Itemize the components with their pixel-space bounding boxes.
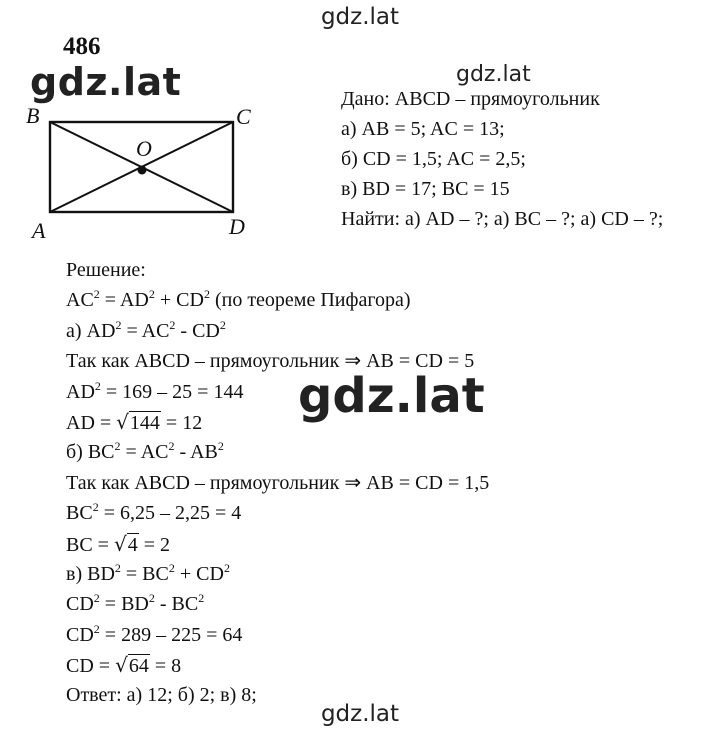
answer-line: Ответ: а) 12; б) 2; в) 8; (66, 684, 257, 707)
part-b-formula: б) $BC^2 = AC^2 - AB^2$ (66, 439, 224, 464)
part-b-calc: $BC^2 = 6,25 - 2,25 = 4$ (66, 500, 242, 525)
part-a-root: AD = √144 = 12 (66, 407, 489, 437)
sqrt-symbol: √4 (113, 531, 138, 556)
given-block (341, 84, 663, 234)
given-line: б) CD = 1,5; AC = 2,5; (341, 148, 526, 170)
watermark-bottom: gdz.lat (320, 701, 400, 727)
pythagoras-note: (по теореме Пифагора) (214, 289, 411, 312)
problem-number: 486 (63, 33, 101, 60)
watermark-small: gdz.lat (456, 62, 531, 87)
point-o (138, 166, 147, 175)
part-b-root: BC = √4 = 2 (66, 529, 489, 559)
vertex-label-c: C (236, 104, 251, 129)
watermark-big-left: gdz.lat (30, 60, 182, 104)
solution-block (66, 255, 489, 711)
part-a-formula: а) $AD^2 = AC^2 - CD^2$ (66, 317, 226, 342)
rectangle-figure (25, 100, 275, 250)
given-line: а) AB = 5; AC = 13; (341, 118, 505, 140)
part-c-root: CD = √64 = 8 (66, 650, 489, 680)
part-a-calc: $AD^2 = 169 - 25 = 144$ (66, 378, 244, 403)
watermark-big-middle: gdz.lat (298, 368, 485, 424)
sqrt-symbol: √64 (115, 653, 149, 678)
vertex-label-o: O (136, 136, 152, 161)
part-b-reason: Так как ABCD – прямоугольник ⇒ AB = CD = 1,5 (66, 471, 490, 494)
part-c-formula-2: $CD^2 = BD^2 - BC^2$ (66, 591, 205, 616)
vertex-label-d: D (229, 214, 245, 239)
vertex-label-b: B (26, 103, 40, 128)
pythagoras-formula: $AC^2 = AD^2 + CD^2$ (по теореме Пифагора) (66, 287, 411, 312)
rectangle-diagram (25, 100, 275, 245)
find-line: Найти: а) AD – ?; а) BC – ?; а) CD – ?; (341, 208, 664, 230)
given-line: в) BD = 17; BC = 15 (341, 178, 510, 200)
sqrt-symbol: √144 (116, 409, 160, 434)
vertex-label-a: A (32, 218, 46, 243)
given-line: Дано: ABCD – прямоугольник (341, 88, 600, 110)
part-c-calc: $CD^2 = 289 - 225 = 64$ (66, 621, 243, 646)
solution-heading: Решение: (66, 259, 146, 281)
watermark-top: gdz.lat (320, 4, 400, 30)
part-c-formula: в) $BD^2 = BC^2 + CD^2$ (66, 560, 230, 585)
part-a-reason: Так как ABCD – прямоугольник ⇒ AB = CD = 5 (66, 350, 475, 373)
